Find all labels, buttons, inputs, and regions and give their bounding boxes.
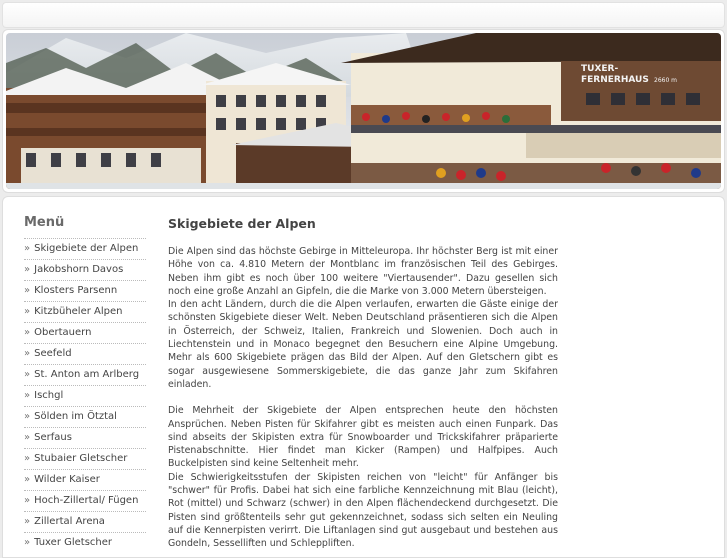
bullet-icon: » xyxy=(24,285,31,296)
menu-item-jakobshorn-davos[interactable] xyxy=(24,259,146,280)
bullet-icon: » xyxy=(24,264,31,275)
menu-item-label: Sölden im Ötztal xyxy=(34,411,117,422)
menu-item-zillertal-arena[interactable] xyxy=(24,511,146,532)
menu-item-label: Skigebiete der Alpen xyxy=(34,243,139,254)
menu-item-label: Ischgl xyxy=(34,390,64,401)
menu-item-ischgl[interactable] xyxy=(24,385,146,406)
article-paragraph: Die Alpen sind das höchste Gebirge in Mitteleuropa. Ihr höchster Berg ist mit einer Höhe von ca. 4.810 Metern der Montblanc im französischen Teil des Gebirges. Neben ihm gibt es noch über 100 weitere "Viertausender". Dazu gesellen sich noch eine große Anzahl an Gipfeln, die die Marke von 3.000 Metern übersteigen. xyxy=(168,246,558,297)
menu-item-soelden-im-oetztal[interactable] xyxy=(24,406,146,427)
menu-item-kitzbueheler-alpen[interactable] xyxy=(24,301,146,322)
bullet-icon: » xyxy=(24,516,31,527)
menu-item-label: Tuxer Gletscher xyxy=(34,537,113,548)
top-bar xyxy=(2,2,725,28)
sidebar-menu xyxy=(24,215,146,553)
main-panel xyxy=(2,196,725,558)
menu-item-label: Obertauern xyxy=(34,327,92,338)
menu-item-seefeld[interactable] xyxy=(24,343,146,364)
menu-item-label: Stubaier Gletscher xyxy=(34,453,128,464)
menu-item-hoch-zillertal-fuegen[interactable] xyxy=(24,490,146,511)
bullet-icon: » xyxy=(24,348,31,359)
menu-title: Menü xyxy=(24,215,65,230)
article-paragraph: Die Mehrheit der Skigebiete der Alpen entsprechen heute den höchsten Ansprüchen. Neben Pisten für Skifahrer gibt es meisten auch einen Funpark. Das sind abseits der Skipisten extra für Snowboarder und Trickskifahrer präparierte Pistenabschnitte. Hier findet man Kicker (Rampen) und Halfpipes. Auch Buckelpisten sind keine Seltenheit mehr. xyxy=(168,405,558,470)
article-content xyxy=(168,216,558,551)
menu-item-label: Seefeld xyxy=(34,348,72,359)
menu-item-wilder-kaiser[interactable] xyxy=(24,469,146,490)
bullet-icon: » xyxy=(24,306,31,317)
menu-item-st-anton-am-arlberg[interactable] xyxy=(24,364,146,385)
banner-sign-altitude: 2660 m xyxy=(654,77,678,84)
bullet-icon: » xyxy=(24,369,31,380)
bullet-icon: » xyxy=(24,495,31,506)
bullet-icon: » xyxy=(24,432,31,443)
paragraph-spacer xyxy=(168,391,558,404)
menu-item-label: Hoch-Zillertal/ Fügen xyxy=(34,495,139,506)
menu-item-label: Jakobshorn Davos xyxy=(34,264,124,275)
article-paragraph: Die Schwierigkeitsstufen der Skipisten reichen von "leicht" für Anfänger bis "schwer" für Profis. Dabei hat sich eine farbliche Kennzeichnung mit Blau (leicht), Rot (mittel) und Schwarz (schwer) in den Alpen flächendeckend durchgesetzt. Die Pisten sind größtenteils sehr gut gekennzeichnet, sodass sich selten ein Neuling auf die Kennerpisten verirrt. Die Liftanlagen sind gut ausgebaut und bestehen aus Gondeln, Sesselliften und Schleppliften. xyxy=(168,471,558,550)
menu-item-label: Kitzbüheler Alpen xyxy=(34,306,123,317)
article-paragraph: In den acht Ländern, durch die die Alpen verlaufen, erwarten die Gäste einige der schönsten Skigebiete dieser Welt. Neben Deutschland präsentieren sich die Alpen in Österreich, der Schweiz, Italien, Frankreich und Slowenien. Doch auch in Liechtenstein und in Monaco begegnet den Besuchern eine Alpine Umgebung. Mehr als 600 Skigebiete prägen das Bild der Alpen. Auf den Gletschern gibt es sogar ausgewiesene Sommerskigebiete, die das ganze Jahr zum Skifahren einladen. xyxy=(168,299,558,390)
menu-item-label: Zillertal Arena xyxy=(34,516,105,527)
bullet-icon: » xyxy=(24,537,31,548)
menu-item-label: Serfaus xyxy=(34,432,72,443)
menu-item-label: Wilder Kaiser xyxy=(34,474,100,485)
menu-item-klosters-parsenn[interactable] xyxy=(24,280,146,301)
menu-item-label: St. Anton am Arlberg xyxy=(34,369,140,380)
header-banner xyxy=(2,29,725,193)
menu-item-stubaier-gletscher[interactable] xyxy=(24,448,146,469)
menu-item-skigebiete-der-alpen[interactable] xyxy=(24,238,146,259)
menu-item-label: Klosters Parsenn xyxy=(34,285,118,296)
page-title: Skigebiete der Alpen xyxy=(168,216,316,231)
menu-item-serfaus[interactable] xyxy=(24,427,146,448)
banner-sign-line2: FERNERHAUS xyxy=(581,75,649,85)
menu-item-obertauern[interactable] xyxy=(24,322,146,343)
bullet-icon: » xyxy=(24,390,31,401)
banner-photo xyxy=(6,33,721,189)
banner-sign-line1: TUXER- xyxy=(581,64,619,74)
bullet-icon: » xyxy=(24,411,31,422)
bullet-icon: » xyxy=(24,474,31,485)
bullet-icon: » xyxy=(24,327,31,338)
bullet-icon: » xyxy=(24,243,31,254)
bullet-icon: » xyxy=(24,453,31,464)
menu-item-tuxer-gletscher[interactable] xyxy=(24,532,146,553)
